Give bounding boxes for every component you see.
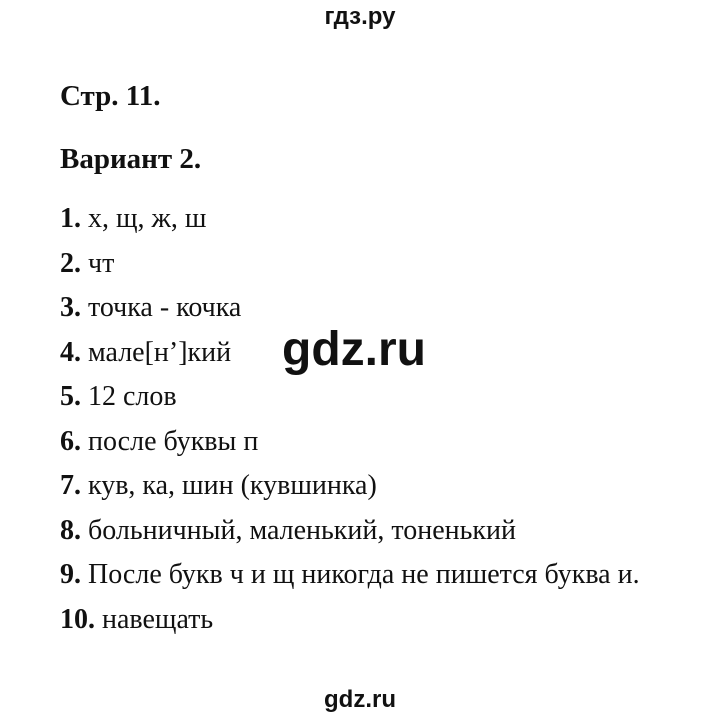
answer-number: 9.: [60, 559, 81, 590]
answer-number: 4.: [60, 336, 81, 368]
answer-item-5: [60, 375, 640, 420]
answer-text: точка - кочка: [88, 292, 242, 323]
answer-text: кув, ка, шин (кувшинка): [88, 470, 377, 501]
answer-number: 2.: [60, 247, 81, 279]
answer-number: 3.: [60, 292, 81, 323]
answer-text: мале[н’]кий: [88, 336, 232, 368]
answer-number: 7.: [60, 470, 81, 501]
answer-text: 12 слов: [88, 381, 177, 412]
watermark-center: gdz.ru: [282, 323, 426, 376]
answer-item-2: [60, 242, 640, 287]
answer-text: чт: [88, 247, 115, 279]
answer-item-9: [60, 553, 640, 598]
answer-number: 1.: [60, 203, 81, 234]
answer-text: После букв ч и щ никогда не пишется буква и.: [88, 559, 640, 590]
answer-item-7: [60, 464, 640, 509]
answer-number: 6.: [60, 425, 81, 457]
answer-number: 5.: [60, 381, 81, 412]
answer-item-10: [60, 598, 640, 643]
answer-item-8: [60, 509, 640, 554]
page-reference: Стр. 11.: [60, 80, 161, 112]
answer-list: [60, 197, 640, 642]
answer-text: после буквы п: [88, 425, 259, 457]
answer-text: больничный, маленький, тоненький: [88, 514, 516, 546]
answer-item-1: [60, 197, 640, 242]
answer-item-6: [60, 420, 640, 465]
answer-number: 8.: [60, 514, 81, 546]
answer-text: х, щ, ж, ш: [88, 203, 207, 234]
watermark-top: гдз.ру: [324, 3, 396, 30]
variant-title: Вариант 2.: [60, 143, 202, 175]
watermark-bottom: gdz.ru: [324, 686, 396, 713]
answer-number: 10.: [60, 603, 95, 635]
answer-text: навещать: [102, 603, 214, 635]
